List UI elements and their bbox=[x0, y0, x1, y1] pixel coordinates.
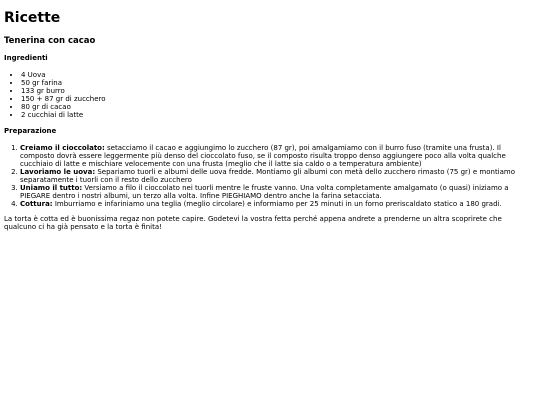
ingredients-heading: Ingredienti bbox=[4, 54, 48, 62]
preparation-step bbox=[20, 144, 536, 168]
preparation-step bbox=[20, 200, 536, 208]
recipe-title: Tenerina con cacao bbox=[4, 36, 96, 46]
step-title: Cottura: bbox=[20, 200, 53, 208]
ingredient-item: • 133 gr burro bbox=[21, 87, 536, 95]
preparation-step bbox=[20, 184, 536, 200]
preparation-heading: Preparazione bbox=[4, 127, 57, 135]
step-title: Uniamo il tutto: bbox=[20, 184, 83, 192]
step-title: Creiamo il cioccolato: bbox=[20, 144, 105, 152]
step-title: Lavoriamo le uova: bbox=[20, 168, 96, 176]
ingredient-item: • 150 + 87 gr di zucchero bbox=[21, 95, 536, 103]
step-text: setacciamo il cacao e aggiungimo lo zucchero (87 gr), poi amalgamiamo con il burro fuso (tramite una frusta). Il composto dovrà essere leggermente più denso del cioccolato fuso, se il composto risulta troppo denso aggiungere poco alla volta qualche cucchiaio di latte e mischiare velocemente con una frusta (meglio che il latte sia caldo o a temperatura ambiente) bbox=[20, 144, 506, 168]
ingredients-list bbox=[4, 62, 536, 119]
ingredient-item: • 50 gr farina bbox=[21, 79, 536, 87]
closing-paragraph: La torta è cotta ed è buonissima regaz non potete capire. Godetevi la vostra fetta perché appena andrete a prenderne un altra scoprirete che qualcuno ci ha già pensato e la torta è finita! bbox=[4, 215, 502, 231]
ingredient-item: • 2 cucchiai di latte bbox=[21, 111, 536, 119]
ingredient-item: • 4 Uova bbox=[21, 71, 536, 79]
step-text: Separiamo tuorli e albumi delle uova fredde. Montiamo gli albumi con metà dello zucchero rimasto (75 gr) e montiamo separatamente i tuorli con il resto dello zucchero bbox=[20, 168, 516, 184]
step-text: Imburriamo e infariniamo una teglia (meglio circolare) e informiamo per 25 minuti in un forno preriscaldato statico a 180 gradi. bbox=[52, 200, 502, 208]
step-text: Versiamo a filo il cioccolato nei tuorli mentre le fruste vanno. Una volta completamente amalgamato (o quasi) iniziamo a PIEGARE dentro i nostri albumi, un terzo alla volta. Infine PIEGHIAMO dentro anche la farina setacciata. bbox=[20, 184, 509, 200]
preparation-step bbox=[20, 168, 536, 184]
ingredient-item: • 80 gr di cacao bbox=[21, 103, 536, 111]
preparation-steps-list bbox=[4, 135, 536, 208]
page-title: Ricette bbox=[4, 10, 61, 26]
